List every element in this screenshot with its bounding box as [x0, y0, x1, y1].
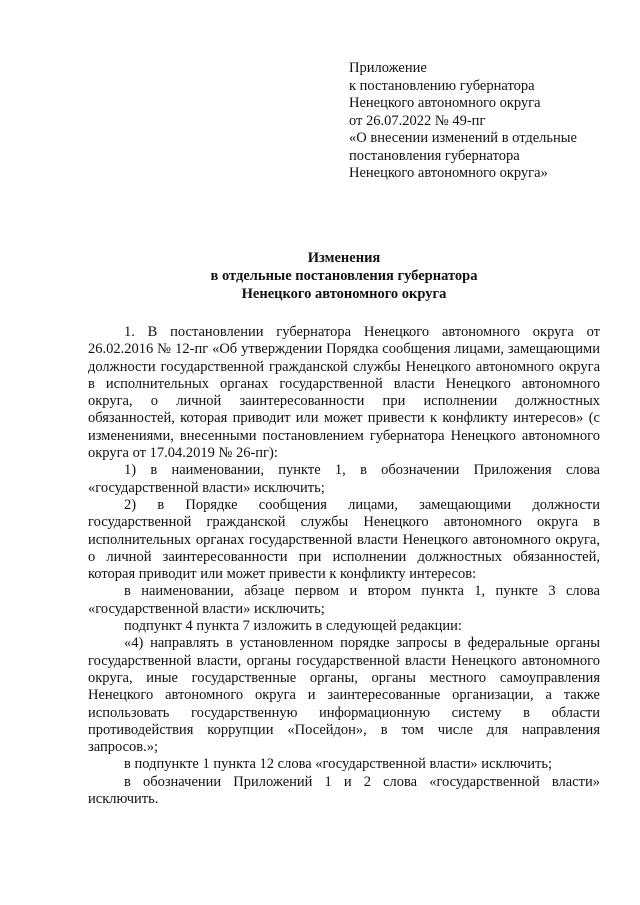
paragraph-item-1: 1. В постановлении губернатора Ненецкого автономного округа от 26.02.2016 № 12-пг «Об утверждении Порядка сообщения лицами, замещающими должности государственной гражданской службы Ненецкого автономного округа в исполнительных органах государственной власти Ненецкого автономного округа, о личной заинтересованности при исполнении должностных обязанностей, которая приводит или может привести к конфликту интересов» (с изменениями, внесенными постановлением губернатора Ненецкого автономного округа от 17.04.2019 № 26-пг):: [88, 324, 600, 462]
title-line: Изменения: [307, 250, 381, 266]
document-body: [88, 324, 600, 808]
title-line: в отдельные постановления губернатора: [210, 268, 478, 284]
appendix-line: постановления губернатора: [349, 147, 520, 164]
appendix-line: Ненецкого автономного округа»: [349, 165, 548, 181]
appendix-line: от 26.07.2022 № 49-пг: [349, 112, 486, 129]
appendix-line: Приложение: [349, 60, 427, 76]
paragraph-appendices: в обозначении Приложений 1 и 2 слова «государственной власти» исключить.: [88, 773, 600, 808]
document-title: [88, 249, 600, 303]
paragraph-subitem-1: 1) в наименовании, пункте 1, в обозначении Приложения слова «государственной власти» исключить;: [88, 462, 600, 496]
paragraph-new-wording: «4) направлять в установленном порядке запросы в федеральные органы государственной власти, органы государственной власти Ненецкого автономного округа, иные государственные органы, органы местного самоуправления Ненецкого автономного округа и заинтересованные организации, а также использовать государственную информационную систему в области противодействия коррупции «Посейдон», в том числе для направления запросов.»;: [88, 635, 600, 756]
appendix-line: «О внесении изменений в отдельные: [349, 130, 577, 146]
paragraph-subpoint-4: подпункт 4 пункта 7 изложить в следующей редакции:: [124, 618, 462, 635]
appendix-header: [349, 60, 619, 183]
paragraph-naming-change: в наименовании, абзаце первом и втором пункта 1, пункте 3 слова «государственной власти» исключить;: [88, 583, 600, 617]
paragraph-point-12: в подпункте 1 пункта 12 слова «государственной власти» исключить;: [124, 756, 553, 773]
appendix-line: Ненецкого автономного округа: [349, 95, 541, 111]
appendix-line: к постановлению губернатора: [349, 77, 535, 94]
title-line: Ненецкого автономного округа: [241, 286, 447, 302]
paragraph-subitem-2: 2) в Порядке сообщения лицами, замещающими должности государственной гражданской службы Ненецкого автономного округа в исполнительных органах государственной власти Ненецкого автономного округа, о личной заинтересованности при исполнении должностных обязанностей, которая приводит или может привести к конфликту интересов:: [88, 496, 600, 583]
